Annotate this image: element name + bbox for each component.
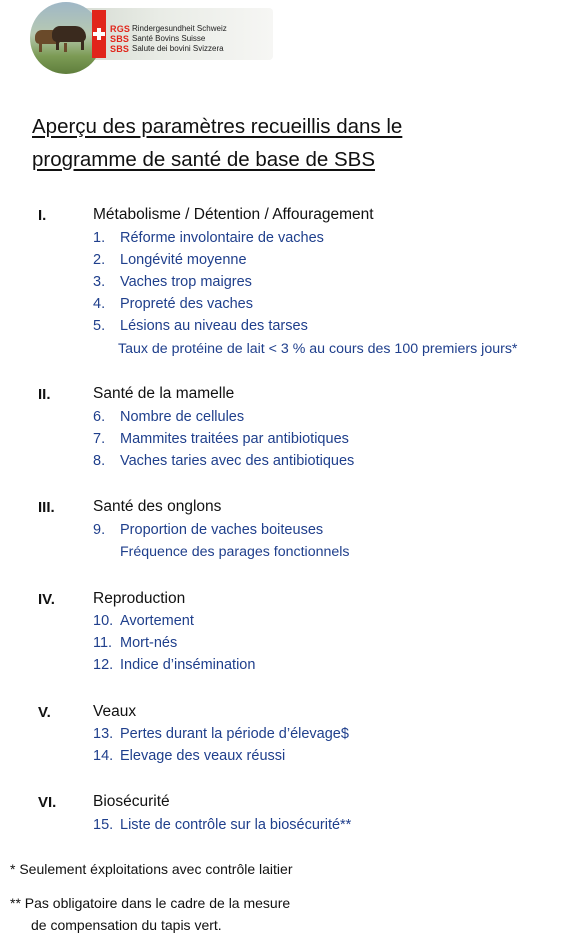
list-subitem: Fréquence des parages fonctionnels [120, 544, 350, 560]
list-item: 5. Lésions au niveau des tarses [93, 318, 308, 334]
footnote-dairy-control: * Seulement éxploitations avec contrôle laitier [10, 861, 293, 877]
section-heading: Biosécurité [93, 793, 170, 810]
list-item: 12. Indice d’insémination [93, 657, 256, 673]
logo-abbr-fr: SBS [110, 34, 130, 44]
section-heading: Santé de la mamelle [93, 385, 235, 402]
list-item: 6. Nombre de cellules [93, 409, 245, 425]
list-item: 10. Avortement [93, 613, 194, 629]
sbs-logo [30, 2, 275, 74]
section-heading: Reproduction [93, 590, 186, 607]
list-item: 1. Réforme involontaire de vaches [93, 230, 324, 246]
logo-name-fr: Santé Bovins Suisse [132, 34, 206, 43]
section-heading: Métabolisme / Détention / Affouragement [93, 206, 374, 223]
section-numeral: V. [38, 704, 51, 721]
section-numeral: III. [38, 499, 55, 516]
list-subitem: Taux de protéine de lait < 3 % au cours des 100 premiers jours* [118, 341, 518, 357]
footnote-optional: ** Pas obligatoire dans le cadre de la mesure [10, 895, 291, 911]
list-item: 8. Vaches taries avec des antibiotiques [93, 453, 355, 469]
list-item: 11. Mort-nés [93, 635, 178, 651]
logo-abbr-it: SBS [110, 44, 130, 54]
list-item: 7. Mammites traitées par antibiotiques [93, 431, 349, 447]
swiss-cross-icon [92, 10, 106, 58]
list-item: 2. Longévité moyenne [93, 252, 247, 268]
cow-icon [52, 26, 86, 42]
logo-name-de: Rindergesundheit Schweiz [132, 24, 227, 33]
section-numeral: VI. [38, 794, 57, 811]
section-heading: Veaux [93, 703, 137, 720]
page-title: Aperçu des paramètres recueillis dans le programme de santé de base de SBS [32, 115, 403, 171]
list-item: 4. Propreté des vaches [93, 296, 253, 312]
list-item: 13. Pertes durant la période d’élevage$ [93, 726, 349, 742]
list-item: 3. Vaches trop maigres [93, 274, 252, 290]
logo-abbr-de: RGS [110, 24, 131, 34]
section-numeral: IV. [38, 591, 55, 608]
footnote-optional-cont: de compensation du tapis vert. [31, 917, 222, 933]
logo-name-it: Salute dei bovini Svizzera [132, 44, 224, 53]
section-heading: Santé des onglons [93, 498, 222, 515]
list-item: 14. Elevage des veaux réussi [93, 748, 286, 764]
section-numeral: I. [38, 207, 47, 224]
list-item: 15. Liste de contrôle sur la biosécurité** [93, 817, 352, 833]
list-item: 9. Proportion de vaches boiteuses [93, 522, 324, 538]
section-numeral: II. [38, 386, 51, 403]
